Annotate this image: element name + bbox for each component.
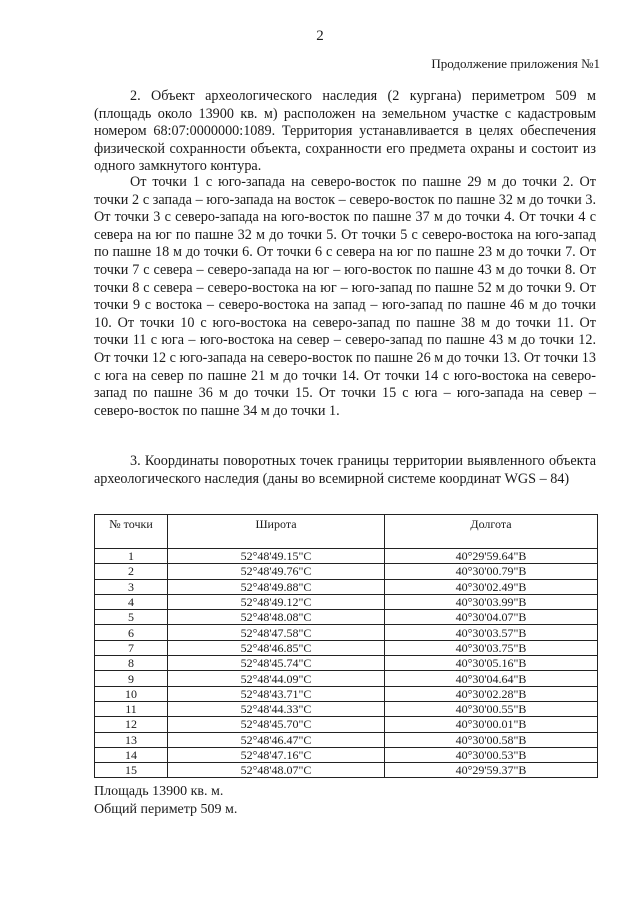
appendix-note: Продолжение приложения №1 [431, 56, 600, 71]
latitude-cell: 52°48'44.33"С [168, 701, 385, 716]
longitude-cell: 40°30'03.57"В [385, 625, 598, 640]
header-latitude: Широта [168, 515, 385, 549]
table-row [95, 656, 598, 671]
area-text: Площадь 13900 кв. м. [94, 784, 224, 799]
latitude-cell: 52°48'47.16"С [168, 747, 385, 762]
latitude-cell: 52°48'48.08"С [168, 610, 385, 625]
perimeter-text: Общий периметр 509 м. [94, 801, 238, 817]
table-row [95, 640, 598, 655]
table-row [95, 549, 598, 564]
table-body [95, 549, 598, 778]
longitude-cell: 40°30'04.07"В [385, 610, 598, 625]
longitude-cell: 40°30'05.16"В [385, 656, 598, 671]
table-row [95, 594, 598, 609]
point-number-cell: 11 [95, 701, 168, 716]
longitude-cell: 40°30'00.79"В [385, 564, 598, 579]
header-longitude: Долгота [385, 515, 598, 549]
point-number-cell: 14 [95, 747, 168, 762]
latitude-cell: 52°48'46.85"С [168, 640, 385, 655]
latitude-cell: 52°48'49.15"С [168, 549, 385, 564]
table-row [95, 564, 598, 579]
table-row [95, 701, 598, 716]
table-row [95, 747, 598, 762]
table-row [95, 579, 598, 594]
latitude-cell: 52°48'46.47"С [168, 732, 385, 747]
longitude-cell: 40°30'00.58"В [385, 732, 598, 747]
longitude-cell: 40°30'00.01"В [385, 717, 598, 732]
point-number-cell: 2 [95, 564, 168, 579]
longitude-cell: 40°30'03.75"В [385, 640, 598, 655]
section-2-paragraph: 2. Объект археологического наследия (2 кургана) периметром 509 м (площадь около 13900 кв. м) расположен на земельном участке с кадастровым номером 68:07:0000000:1089. Территория устанавливается в целях обеспечения физической сохранности объекта, сохранности его предмета охраны и состоит из одного замкнутого контура. [94, 88, 596, 175]
latitude-cell: 52°48'48.07"С [168, 763, 385, 778]
latitude-cell: 52°48'43.71"С [168, 686, 385, 701]
latitude-cell: 52°48'47.58"С [168, 625, 385, 640]
longitude-cell: 40°30'03.99"В [385, 594, 598, 609]
boundary-description [94, 174, 596, 420]
latitude-cell: 52°48'44.09"С [168, 671, 385, 686]
table-row [95, 763, 598, 778]
table-row [95, 732, 598, 747]
longitude-cell: 40°30'00.53"В [385, 747, 598, 762]
longitude-cell: 40°30'02.28"В [385, 686, 598, 701]
table-row [95, 671, 598, 686]
point-number-cell: 15 [95, 763, 168, 778]
point-number-cell: 9 [95, 671, 168, 686]
point-number-cell: 12 [95, 717, 168, 732]
table-row [95, 625, 598, 640]
boundary-description-paragraph: От точки 1 с юго-запада на северо-восток по пашне 29 м до точки 2. От точки 2 с запада – юго-запада на восток – северо-восток по пашне 32 м до точки 3. От точки 3 с северо-запада на юго-восток по пашне 37 м до точки 4. От точки 4 с севера на юг по пашне 32 м до точки 5. От точки 5 с северо-востока на юго-запад по пашне 18 м до точки 6. От точки 6 с севера на юг по пашне 23 м до точки 7. От точки 7 с севера – северо-запада на юг – юго-восток по пашне 43 м до точки 8. От точки 8 с севера – северо-востока на юг – юго-запад по пашне 52 м до точки 9. От точки 9 с востока – северо-востока на запад – юго-запад по пашне 46 м до точки 10. От точки 10 с юго-востока на северо-запад по пашне 38 м до точки 11. От точки 11 с юга – юго-востока на север – северо-запад по пашне 43 м до точки 12. От точки 12 с юго-запада на северо-восток по пашне 26 м до точки 13. От точки 13 с юга на север по пашне 21 м до точки 14. От точки 14 с юго-востока на северо-запад по пашне 36 м до точки 15. От точки 15 с юга – юго-запада на север – северо-восток по пашне 34 м до точки 1. [94, 174, 596, 419]
summary [94, 783, 237, 818]
point-number-cell: 3 [95, 579, 168, 594]
table-row [95, 717, 598, 732]
latitude-cell: 52°48'49.76"С [168, 564, 385, 579]
section-2 [94, 88, 596, 176]
longitude-cell: 40°29'59.64"В [385, 549, 598, 564]
latitude-cell: 52°48'45.74"С [168, 656, 385, 671]
latitude-cell: 52°48'49.88"С [168, 579, 385, 594]
point-number-cell: 8 [95, 656, 168, 671]
section-3 [94, 453, 596, 488]
point-number-cell: 4 [95, 594, 168, 609]
point-number-cell: 1 [95, 549, 168, 564]
point-number-cell: 6 [95, 625, 168, 640]
point-number-cell: 13 [95, 732, 168, 747]
longitude-cell: 40°30'02.49"В [385, 579, 598, 594]
point-number-cell: 10 [95, 686, 168, 701]
latitude-cell: 52°48'45.70"С [168, 717, 385, 732]
point-number-cell: 5 [95, 610, 168, 625]
longitude-cell: 40°29'59.37"В [385, 763, 598, 778]
header-point-number: № точки [95, 515, 168, 549]
latitude-cell: 52°48'49.12"С [168, 594, 385, 609]
point-number-cell: 7 [95, 640, 168, 655]
coordinates-table [94, 514, 598, 778]
page-number: 2 [316, 28, 324, 44]
table-header-row [95, 515, 598, 549]
table-row [95, 610, 598, 625]
table-row [95, 686, 598, 701]
longitude-cell: 40°30'04.64"В [385, 671, 598, 686]
section-3-heading: 3. Координаты поворотных точек границы территории выявленного объекта археологического наследия (даны во всемирной системе координат WGS – 84) [94, 453, 596, 487]
longitude-cell: 40°30'00.55"В [385, 701, 598, 716]
